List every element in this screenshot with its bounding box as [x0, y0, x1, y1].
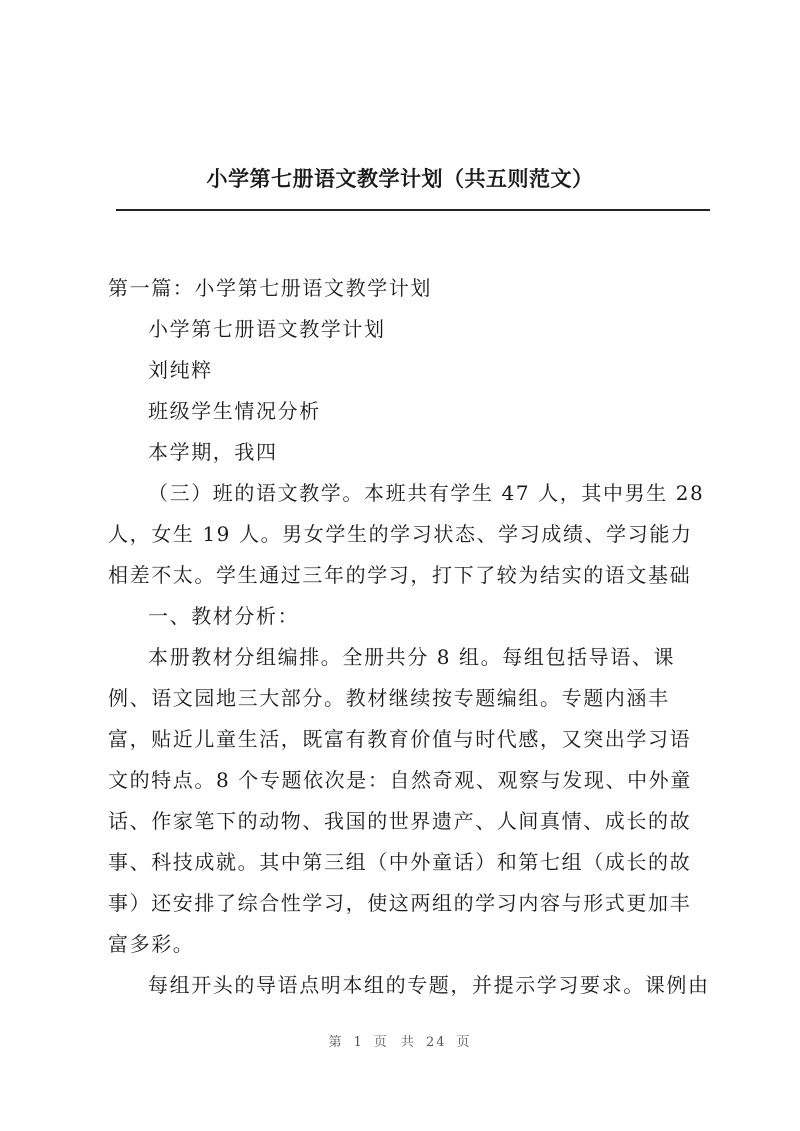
paragraph: （三）班的语文教学。本班共有学生 47 人，其中男生 28 人，女生 19 人。男女学生的学习状态、学习成绩、学习能力相差不太。学生通过三年的学习，打下了较为结实的语文基础	[108, 481, 705, 587]
footer-total-pages: 24	[425, 1035, 447, 1050]
footer-middle: 页 共	[373, 1035, 416, 1050]
document-title: 小学第七册语文教学计划（共五则范文）	[206, 166, 594, 191]
paragraph: 小学第七册语文教学计划	[148, 317, 386, 341]
page-footer	[0, 1031, 800, 1050]
paragraph: 刘纯粹	[148, 358, 213, 382]
paragraph: 班级学生情况分析	[148, 399, 321, 423]
paragraph: 第一篇：小学第七册语文教学计划	[108, 276, 432, 300]
footer-prefix: 第	[328, 1035, 344, 1050]
title-underline	[116, 209, 710, 211]
footer-page-number: 1	[353, 1035, 364, 1050]
paragraph: 每组开头的导语点明本组的专题，并提示学习要求。课例由	[148, 973, 710, 997]
document-body	[108, 268, 712, 1006]
paragraph: 本册教材分组编排。全册共分 8 组。每组包括导语、课例、语文园地三大部分。教材继续按专题编组。专题内涵丰富，贴近儿童生活，既富有教育价值与时代感，又突出学习语文的特点。8 个专题依次是：自然奇观、观察与发现、中外童话、作家笔下的动物、我国的世界遗产、人间真情、成长的故事、科技成就。其中第三组（中外童话）和第七组（成长的故事）还安排了综合性学习，使这两组的学习内容与形式更加丰富多彩。	[108, 645, 692, 956]
paragraph: 本学期，我四	[148, 440, 278, 464]
footer-suffix: 页	[456, 1035, 472, 1050]
paragraph: 一、教材分析：	[148, 604, 300, 628]
